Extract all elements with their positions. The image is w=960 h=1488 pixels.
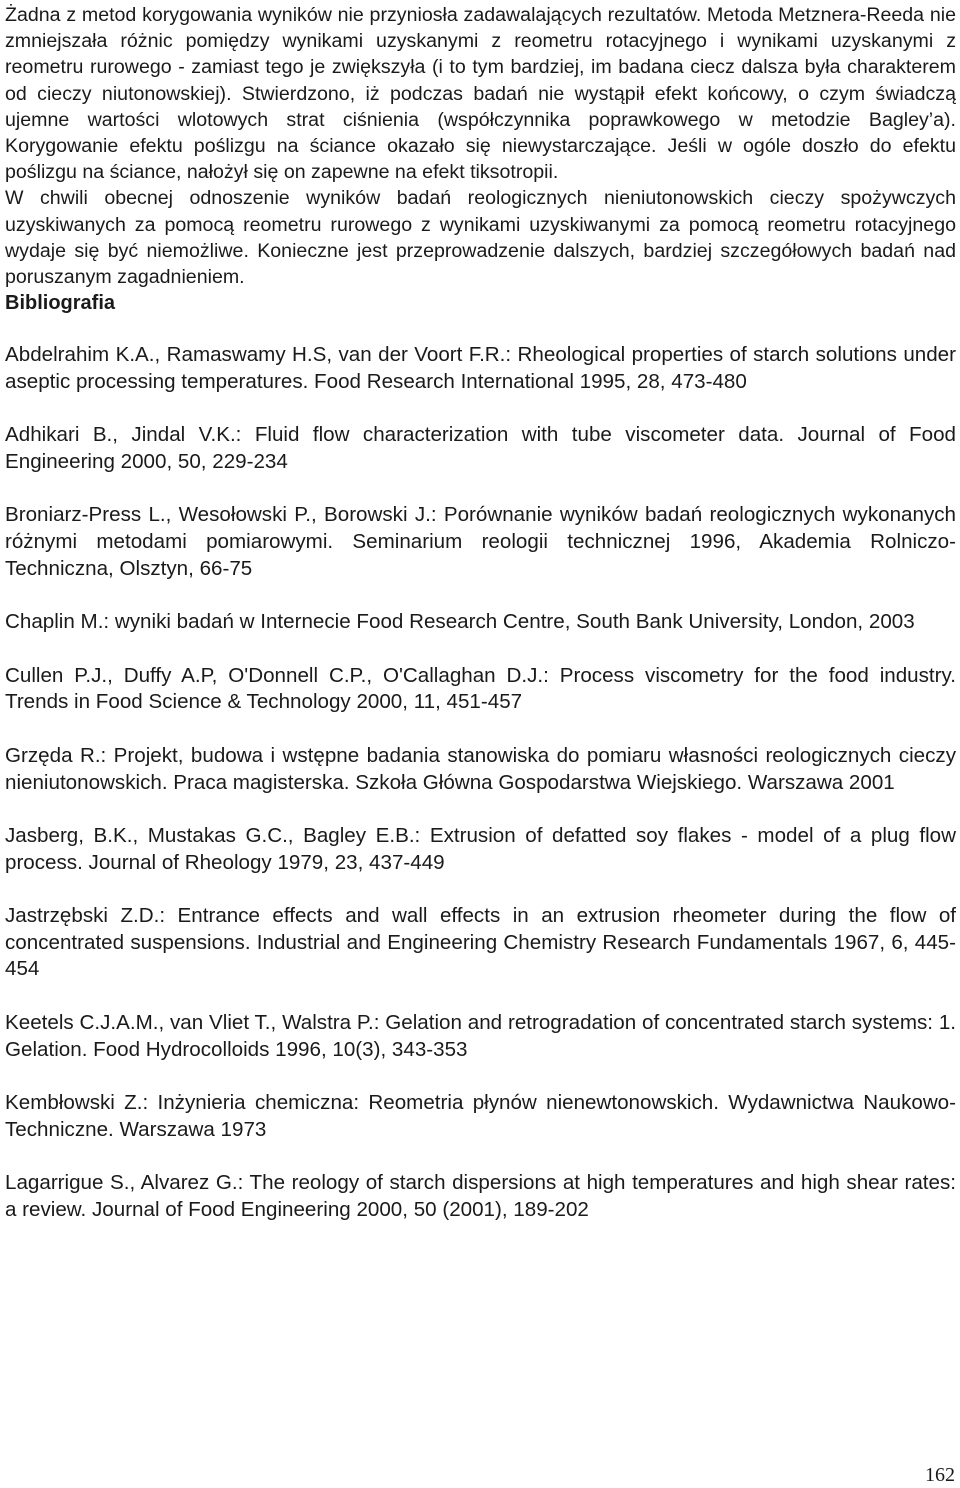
paragraph-summary: W chwili obecnej odnoszenie wyników badań reologicznych nieniutonowskich cieczy spożywczych uzyskiwanych za pomocą reometru rurowego z wynikami uzyskiwanymi za pomocą reometru rotacyjnego wydaje się być niemożliwe. Konieczne jest przeprowadzenie dalszych, bardziej szczegółowych badań nad poruszanym zagadnieniem. xyxy=(5,187,956,289)
paragraph-conclusions: Żadna z metod korygowania wyników nie przyniosła zadawalających rezultatów. Metoda Metznera-Reeda nie zmniejszała różnic pomiędzy wynikami uzyskanymi z reometru rotacyjnego i wynikami uzyskanymi z reometru rurowego - zamiast tego je zwiększyła (i to tym bardziej, im badana ciecz dalsza była charakterem od cieczy niutonowskiej). Stwierdzono, iż podczas badań nie wystąpił efekt końcowy, o czym świadczą ujemne wartości wlotowych strat ciśnienia (współczynnika poprawkowego w metodzie Bagley’a). Korygowanie efektu poślizgu na ściance okazało się niewystarczające. Jeśli w ogóle doszło do efektu poślizgu na ściance, nałożył się on zapewne na efekt tiksotropii. xyxy=(5,4,956,184)
bibliography-heading: Bibliografia xyxy=(5,292,116,315)
bibliography-entry: Abdelrahim K.A., Ramaswamy H.S, van der Voort F.R.: Rheological properties of starch solutions under aseptic processing temperatures. Food Research International 1995, 28, 473-480 xyxy=(5,343,956,394)
bibliography-entry: Lagarrigue S., Alvarez G.: The reology of starch dispersions at high temperatures and high shear rates: a review. Journal of Food Engineering 2000, 50 (2001), 189-202 xyxy=(5,1170,956,1221)
bibliography-entry: Adhikari B., Jindal V.K.: Fluid flow characterization with tube viscometer data. Journal of Food Engineering 2000, 50, 229-234 xyxy=(5,423,956,474)
bibliography-entry: Jastrzębski Z.D.: Entrance effects and wall effects in an extrusion rheometer during the flow of concentrated suspensions. Industrial and Engineering Chemistry Research Fundamentals 1967, 6, 445-454 xyxy=(5,903,956,981)
bibliography-entry: Kembłowski Z.: Inżynieria chemiczna: Reometria płynów nienewtonowskich. Wydawnictwa Naukowo-Techniczne. Warszawa 1973 xyxy=(5,1090,956,1141)
bibliography-entry: Broniarz-Press L., Wesołowski P., Borowski J.: Porównanie wyników badań reologicznych wykonanych różnymi metodami pomiarowymi. Seminarium reologii technicznej 1996, Akademia Rolniczo-Techniczna, Olsztyn, 66-75 xyxy=(5,503,956,581)
document-page xyxy=(5,2,956,1250)
bibliography-entry: Grzęda R.: Projekt, budowa i wstępne badania stanowiska do pomiaru własności reologicznych cieczy nieniutonowskich. Praca magisterska. Szkoła Główna Gospodarstwa Wiejskiego. Warszawa 2001 xyxy=(5,743,956,794)
bibliography-entry: Cullen P.J., Duffy A.P, O'Donnell C.P., O'Callaghan D.J.: Process viscometry for the food industry. Trends in Food Science & Technology 2000, 11, 451-457 xyxy=(5,663,956,714)
bibliography-entry: Chaplin M.: wyniki badań w Internecie Food Research Centre, South Bank University, London, 2003 xyxy=(5,610,915,634)
bibliography-entry: Keetels C.J.A.M., van Vliet T., Walstra P.: Gelation and retrogradation of concentrated starch systems: 1. Gelation. Food Hydrocolloids 1996, 10(3), 343-353 xyxy=(5,1010,956,1061)
bibliography-entry: Jasberg, B.K., Mustakas G.C., Bagley E.B.: Extrusion of defatted soy flakes - model of a plug flow process. Journal of Rheology 1979, 23, 437-449 xyxy=(5,823,956,874)
page-number: 162 xyxy=(925,1464,955,1486)
bibliography-list xyxy=(5,342,956,1223)
